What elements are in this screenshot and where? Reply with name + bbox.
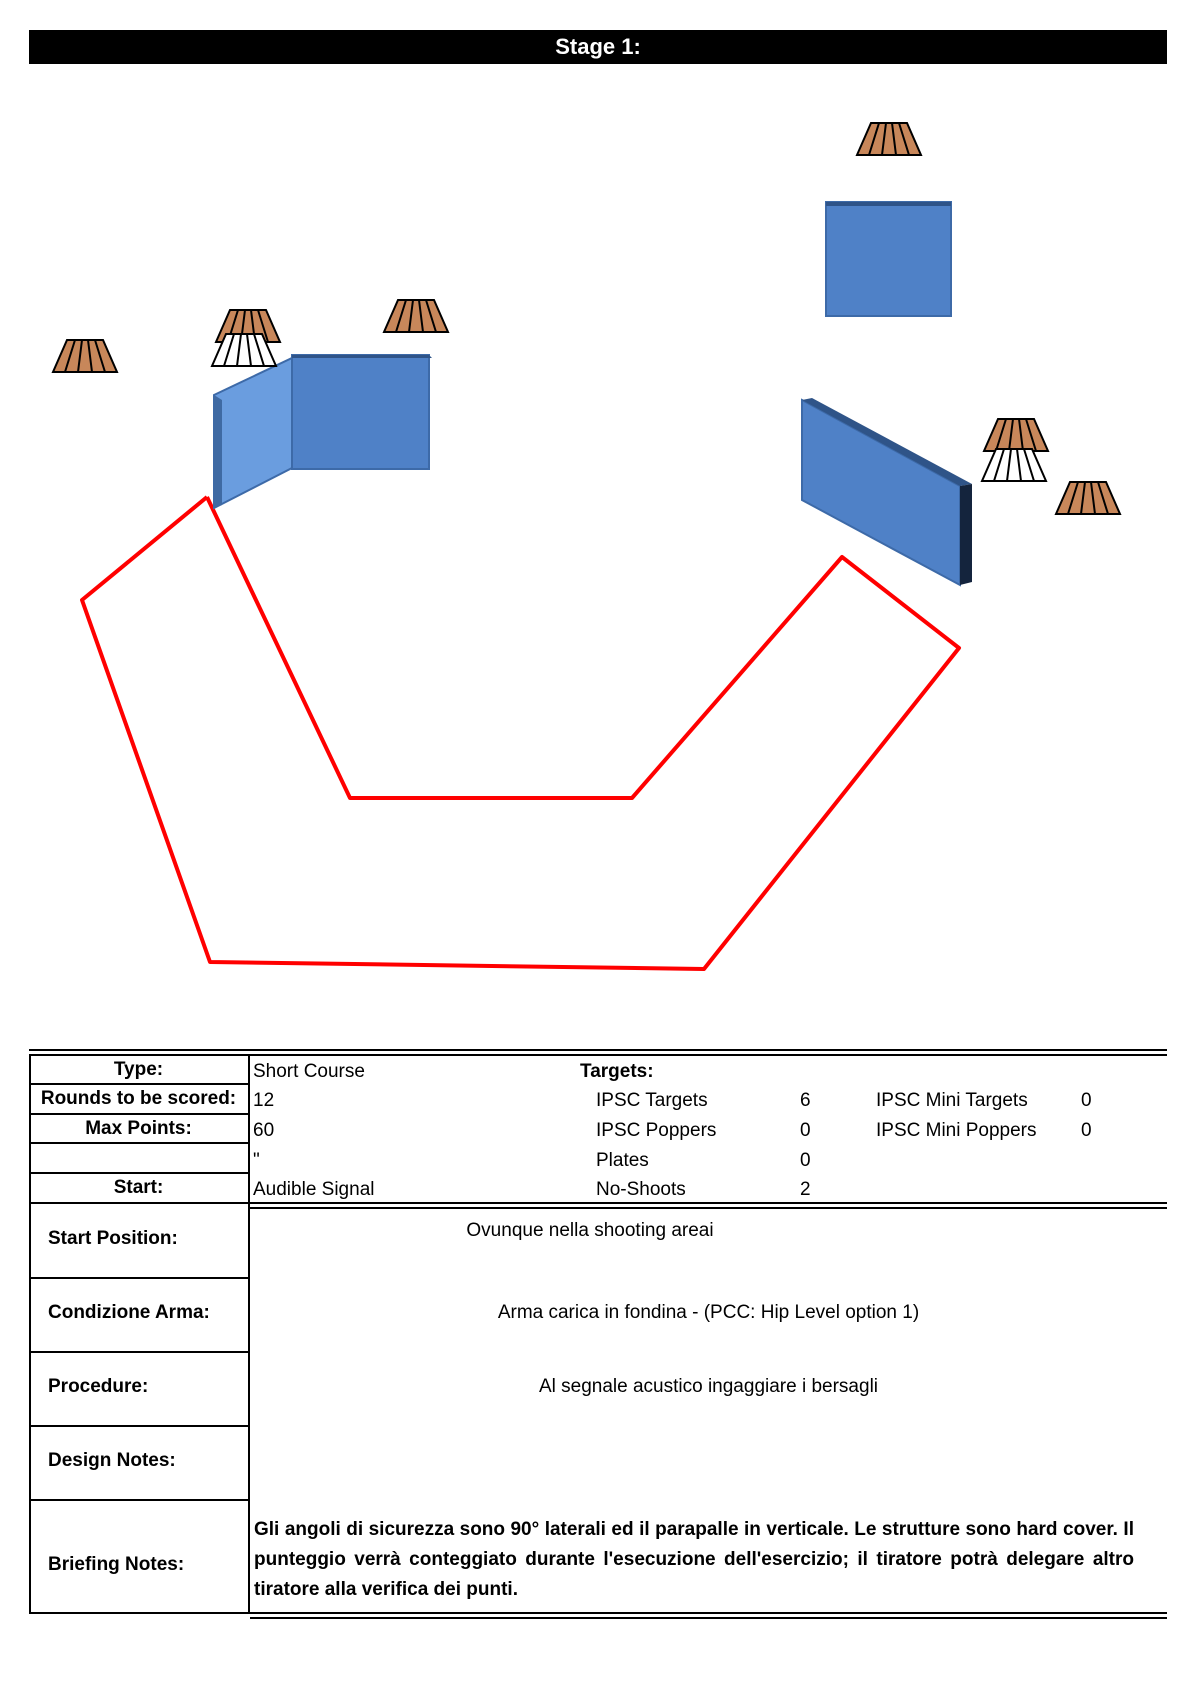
wall-angled-right — [802, 398, 972, 585]
row-divider — [250, 1612, 1167, 1614]
mini-targets-label: IPSC Mini Targets — [876, 1090, 1028, 1111]
start-position-value: Ovunque nella shooting areai — [466, 1220, 714, 1241]
ipsc-targets-label: IPSC Targets — [596, 1090, 708, 1111]
row-divider — [29, 1277, 248, 1279]
design-notes-label: Design Notes: — [48, 1450, 176, 1471]
rounds-value: 12 — [253, 1090, 275, 1111]
max-points-value: 60 — [253, 1120, 275, 1141]
type-label: Type: — [113, 1059, 164, 1080]
no-shoots-value: 2 — [800, 1179, 811, 1200]
no-shoots-label: No-Shoots — [596, 1179, 686, 1200]
ipsc-target — [984, 419, 1048, 451]
stage-diagram — [0, 80, 1191, 1000]
row-divider — [29, 1499, 248, 1501]
ipsc-poppers-value: 0 — [800, 1120, 811, 1141]
condizione-arma-label: Condizione Arma: — [48, 1302, 210, 1323]
plates-label: Plates — [596, 1150, 649, 1171]
start-position-label: Start Position: — [48, 1228, 178, 1249]
table-top-line — [29, 1049, 1167, 1051]
condizione-arma-value: Arma carica in fondina - (PCC: Hip Level option 1) — [497, 1302, 920, 1323]
targets-header: Targets: — [580, 1061, 654, 1082]
wall-corner-left — [214, 355, 432, 508]
procedure-label: Procedure: — [48, 1376, 149, 1397]
ipsc-target — [1056, 482, 1120, 514]
row-divider — [29, 1425, 248, 1427]
mini-targets-value: 0 — [1081, 1090, 1092, 1111]
row-divider — [250, 1207, 1167, 1209]
max-points-label: Max Points: — [85, 1118, 192, 1139]
row-divider — [29, 1083, 248, 1085]
ipsc-poppers-label: IPSC Poppers — [596, 1120, 717, 1141]
row-divider — [29, 1142, 248, 1144]
mini-poppers-value: 0 — [1081, 1120, 1092, 1141]
fault-line — [82, 497, 959, 969]
row-divider — [29, 1113, 248, 1115]
ipsc-targets-value: 6 — [800, 1090, 811, 1111]
row-divider — [29, 1172, 248, 1174]
ipsc-target — [53, 340, 117, 372]
wall-top-right — [826, 202, 951, 316]
row-divider — [250, 1617, 1167, 1619]
no-shoot-target — [982, 449, 1046, 481]
briefing-notes-label: Briefing Notes: — [48, 1554, 185, 1575]
procedure-value: Al segnale acustico ingaggiare i bersagli — [538, 1376, 879, 1397]
ipsc-target — [384, 300, 448, 332]
table-column-divider — [248, 1054, 250, 1614]
row-divider — [29, 1612, 248, 1614]
blank-row-value: " — [253, 1150, 260, 1171]
ipsc-target — [857, 123, 921, 155]
type-value: Short Course — [253, 1061, 365, 1082]
briefing-notes-value: Gli angoli di sicurezza sono 90° laterali ed il parapalle in verticale. Le strutture sono hard cover. Il punteggio verrà conteggiato durante l'esecuzione dell'esercizio; il tiratore potrà delegare altro tiratore alla verifica dei punti. — [254, 1519, 1134, 1600]
start-value: Audible Signal — [253, 1179, 375, 1200]
stage-title: Stage 1: — [29, 30, 1167, 64]
start-label: Start: — [113, 1177, 164, 1198]
rounds-label: Rounds to be scored: — [40, 1088, 237, 1109]
row-divider — [29, 1351, 248, 1353]
table-top-line — [29, 1054, 1167, 1056]
plates-value: 0 — [800, 1150, 811, 1171]
mini-poppers-label: IPSC Mini Poppers — [876, 1120, 1037, 1141]
